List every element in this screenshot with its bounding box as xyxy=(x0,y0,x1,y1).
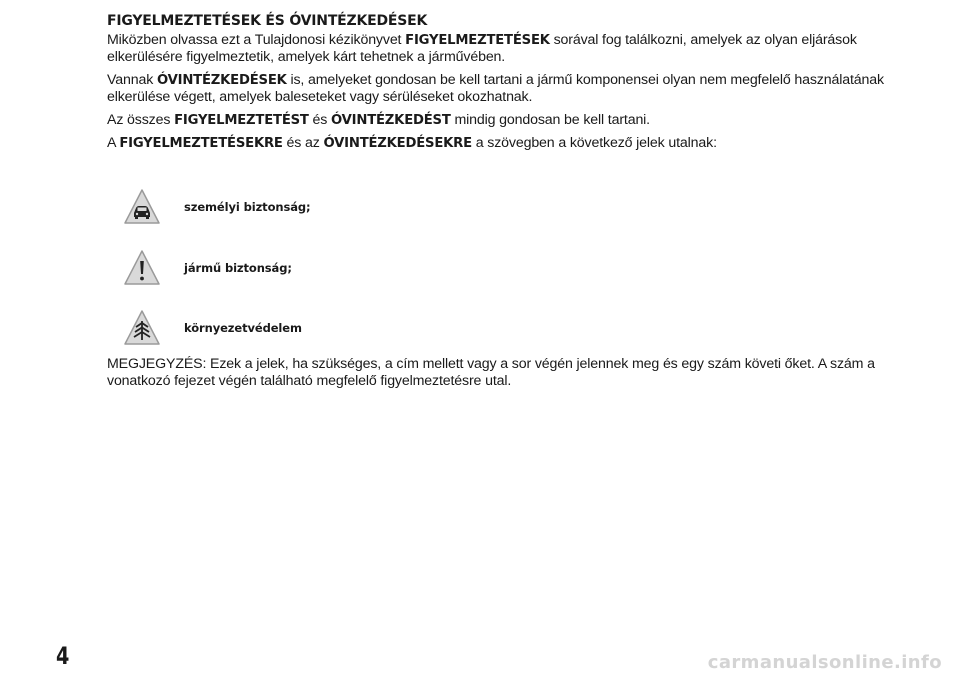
text: és az xyxy=(282,135,324,151)
bold-term: FIGYELMEZTETÉSEK xyxy=(405,33,550,48)
paragraph-symbols-intro xyxy=(107,135,907,152)
text: sorával fog találkozni, amelyek az olyan eljárások elkerülésére figyelmeztetik, amelyek kárt tehetnek a járművében. xyxy=(107,32,857,65)
paragraph-observe-all xyxy=(107,112,907,129)
paragraph-warnings xyxy=(107,32,907,66)
text: A xyxy=(107,135,120,151)
document-body xyxy=(107,12,907,158)
page-number: 4 xyxy=(56,642,70,670)
text: mindig gondosan be kell tartani. xyxy=(450,112,650,128)
symbol-row-vehicle-safety xyxy=(122,248,292,288)
symbol-row-personal-safety xyxy=(122,187,311,227)
exclamation-warning-icon xyxy=(122,248,162,288)
note-paragraph xyxy=(107,356,907,396)
symbol-label: jármű biztonság; xyxy=(184,261,292,275)
symbol-label: környezetvédelem xyxy=(184,321,302,335)
text: Miközben olvassa ezt a Tulajdonosi kézikönyvet xyxy=(107,32,406,48)
bold-term: ÓVINTÉZKEDÉSEK xyxy=(156,73,287,88)
bold-term: ÓVINTÉZKEDÉSEKRE xyxy=(323,136,472,151)
bold-term: ÓVINTÉZKEDÉST xyxy=(331,113,451,128)
note-text: MEGJEGYZÉS: Ezek a jelek, ha szükséges, a cím mellett vagy a sor végén jelennek meg és egy szám követi őket. A szám a vonatkozó fejezet végén található megfelelő figyelmeztetésre utal. xyxy=(107,356,875,389)
text: a szövegben a következő jelek utalnak: xyxy=(471,135,717,151)
car-warning-icon xyxy=(122,187,162,227)
section-heading: FIGYELMEZTETÉSEK ÉS ÓVINTÉZKEDÉSEK xyxy=(107,13,428,29)
bold-term: FIGYELMEZTETÉST xyxy=(174,113,309,128)
symbol-label: személyi biztonság; xyxy=(184,200,311,214)
text: is, amelyeket gondosan be kell tartani a jármű komponensei olyan nem megfelelő használatának elkerülése végett, amelyek baleseteket vagy sérüléseket okozhatnak. xyxy=(107,72,884,105)
tree-warning-icon xyxy=(122,308,162,348)
watermark: carmanualsonline.info xyxy=(707,652,942,673)
text: és xyxy=(308,112,331,128)
paragraph-precautions xyxy=(107,72,907,106)
symbol-row-environment xyxy=(122,308,302,348)
text: Vannak xyxy=(107,72,157,88)
text: Az összes xyxy=(107,112,175,128)
bold-term: FIGYELMEZTETÉSEKRE xyxy=(119,136,283,151)
